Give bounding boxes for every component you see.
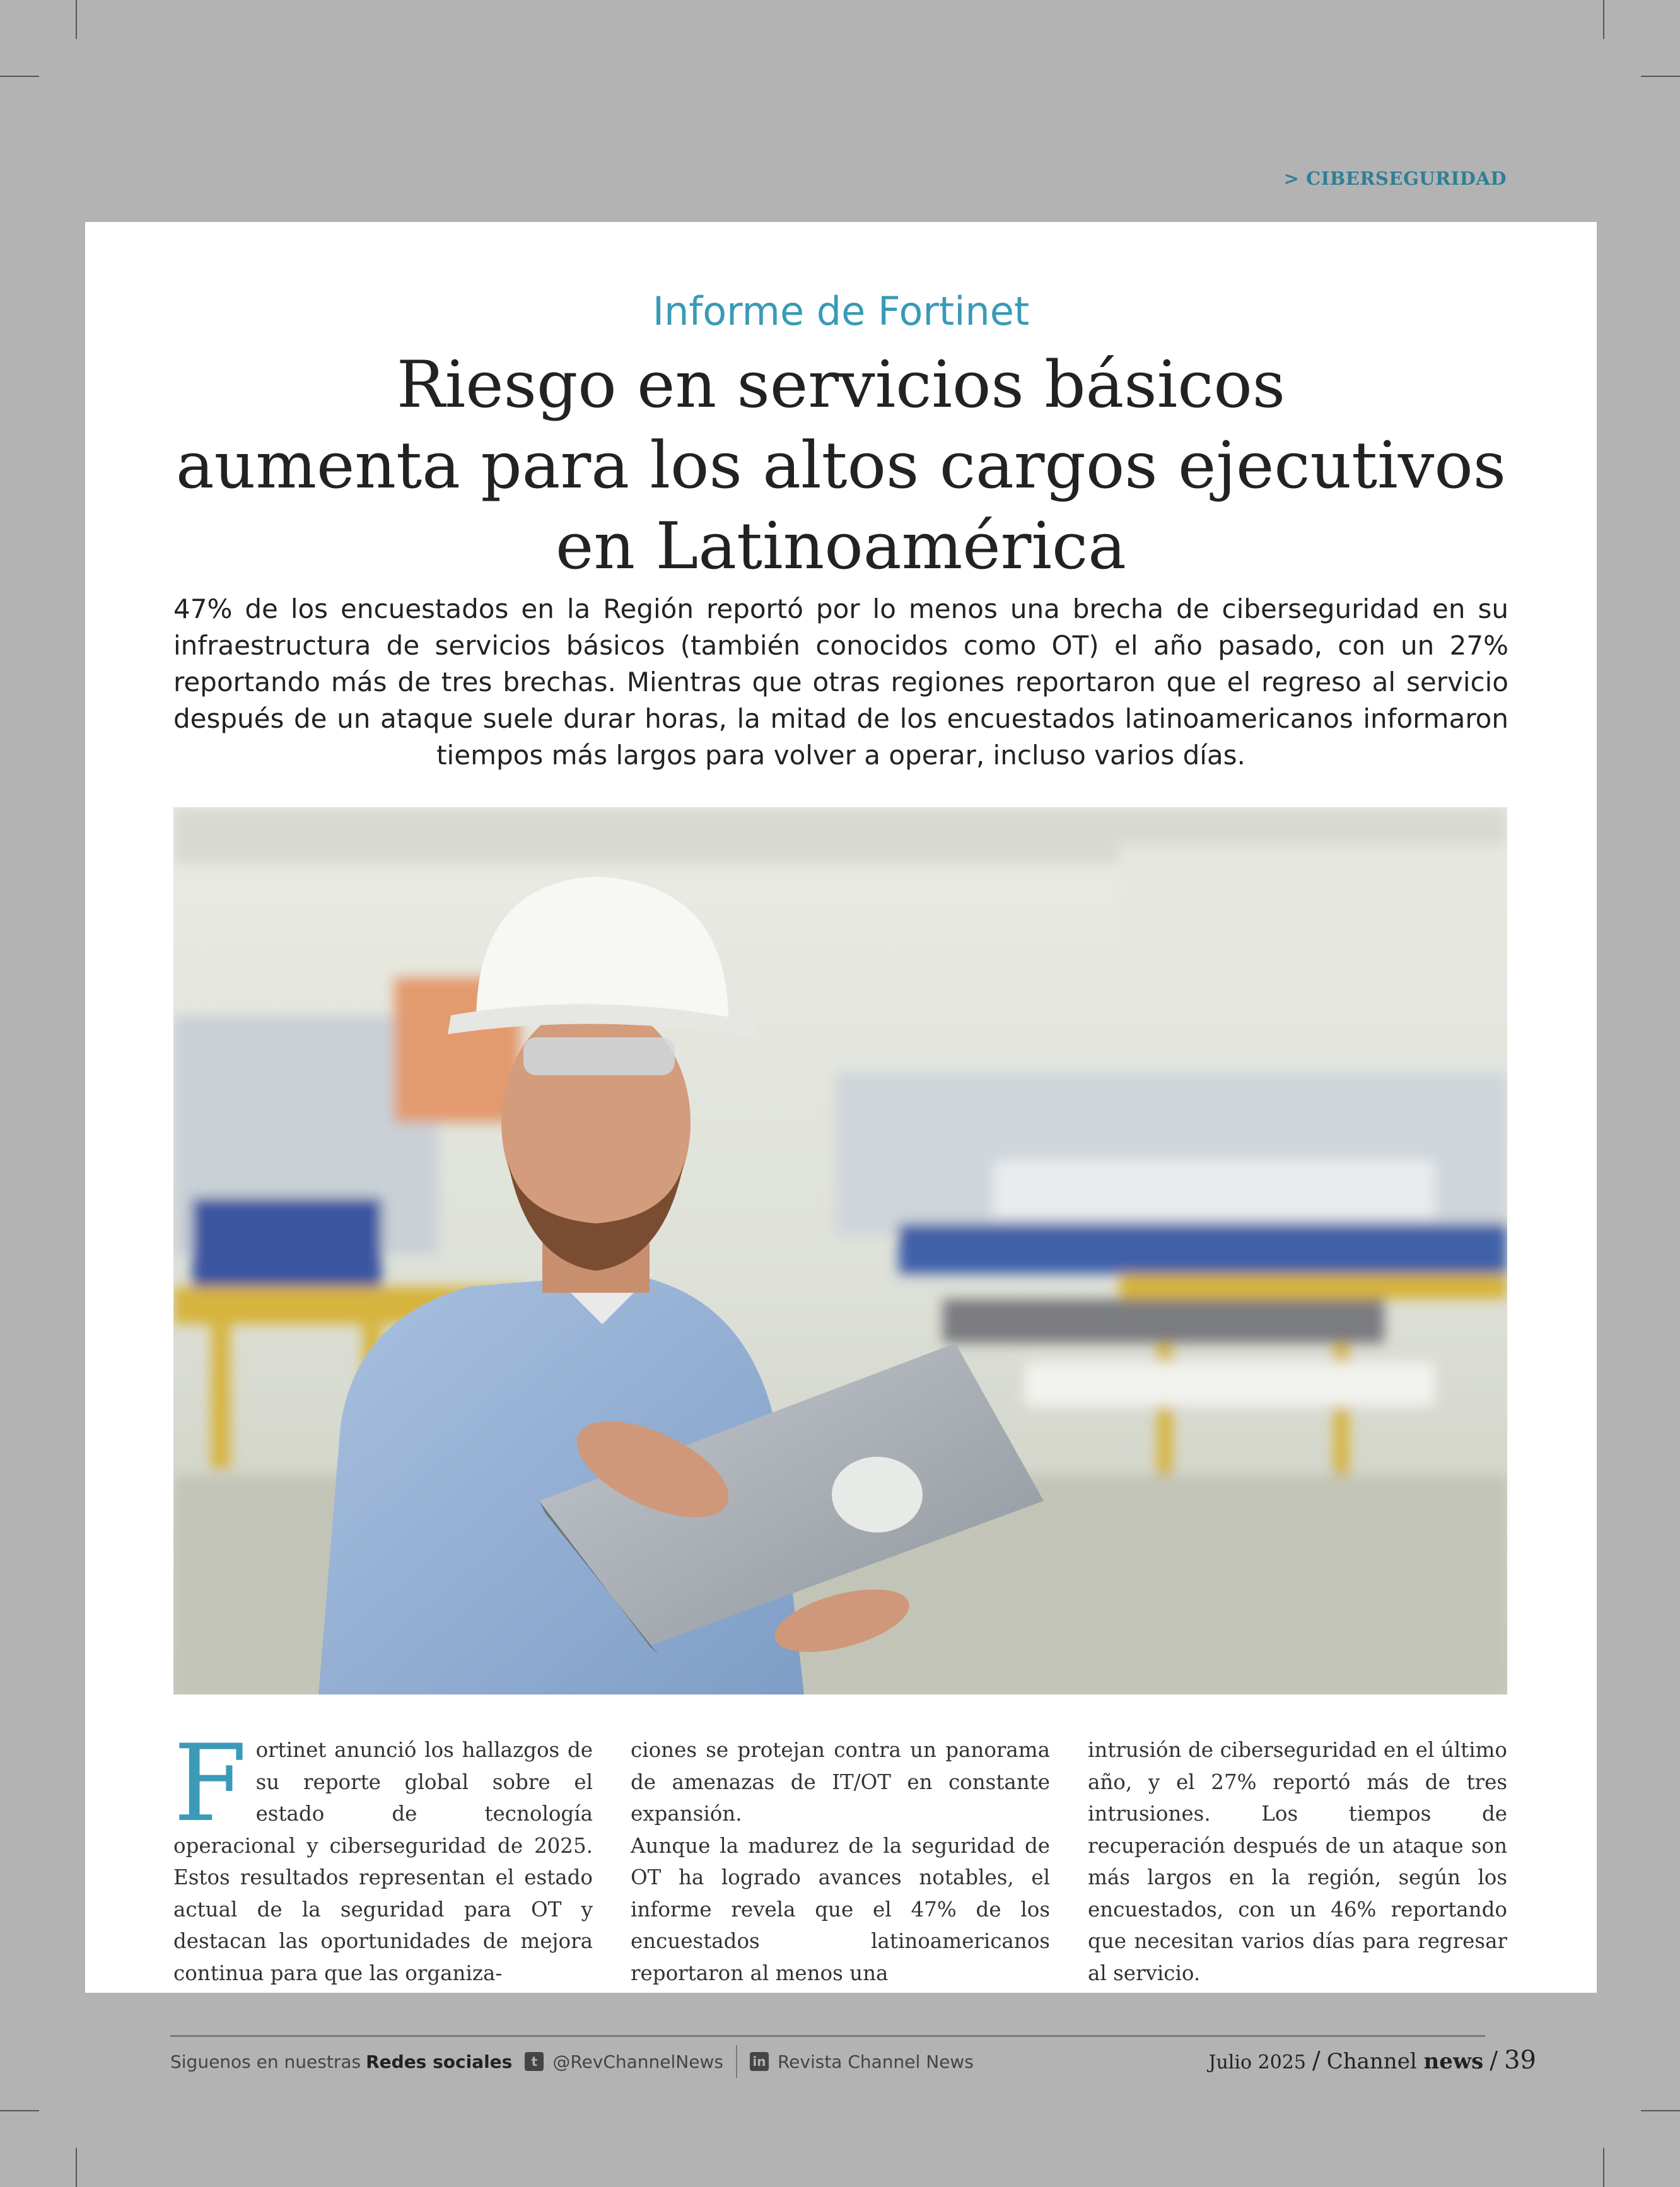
- article-deck: 47% de los encuestados en la Región reportó por lo menos una brecha de ciberseguridad en su infraestructura de servicios básicos (también conocidos como OT) el año pasado, con un 27% reportando más de tres brechas. Mientras que otras regiones reportaron que el regreso al servicio después de un ataque suele durar horas, la mitad de los encuestados latinoamericanos informaron tiempos más largos para volver a operar, incluso varios días.: [173, 593, 1508, 771]
- body-paragraph: Aunque la madurez de la seguridad de OT ha logrado avances notables, el informe revela que el 47% de los encuestados latinoamericanos reportaron al menos una: [631, 1833, 1050, 1985]
- issue-date: Julio 2025: [1208, 2051, 1306, 2073]
- crop-mark: [1641, 2110, 1680, 2111]
- drop-cap: F: [173, 1722, 247, 1845]
- article-headline: [148, 345, 1534, 587]
- linkedin-name[interactable]: Revista Channel News: [777, 2051, 974, 2072]
- article-kicker: Informe de Fortinet: [652, 288, 1030, 334]
- twitter-handle[interactable]: @RevChannelNews: [552, 2051, 723, 2072]
- folio-slash: /: [1490, 2046, 1498, 2074]
- footer-separator: [736, 2045, 737, 2078]
- section-label: > CIBERSEGURIDAD: [1283, 168, 1507, 189]
- body-paragraph: ciones se protejan contra un panorama de amenazas de IT/OT en constante expansión.: [631, 1738, 1050, 1826]
- article-body: [173, 1722, 1507, 1989]
- article-photo: [173, 807, 1507, 1694]
- social-links: [170, 2050, 974, 2073]
- magazine-name: [1327, 2049, 1484, 2074]
- crop-mark: [1603, 0, 1604, 39]
- headline-line-3: en Latinoamérica: [556, 509, 1126, 584]
- follow-strong: Redes sociales: [366, 2051, 513, 2072]
- folio-slash: /: [1312, 2046, 1321, 2074]
- brand-news: news: [1423, 2049, 1484, 2074]
- crop-mark: [0, 76, 39, 77]
- body-column-3: [1088, 1734, 1507, 1989]
- twitter-icon[interactable]: t: [525, 2052, 544, 2071]
- crop-mark: [1641, 76, 1680, 77]
- article-page: [85, 222, 1597, 1993]
- footer-folio: [1208, 2046, 1536, 2075]
- crop-mark: [0, 2110, 39, 2111]
- headline-line-2: aumenta para los altos cargos ejecutivos: [175, 428, 1507, 503]
- body-column-1: [173, 1722, 593, 1989]
- brand-channel: Channel: [1326, 2049, 1417, 2074]
- body-column-2: [631, 1734, 1050, 1989]
- linkedin-icon[interactable]: in: [750, 2052, 769, 2071]
- body-text: ortinet anunció los hallazgos de su reporte global sobre el estado de tecnología operacional y ciberseguridad de 2025. Estos resultados representan el estado actual de la seguridad para OT y destacan las oportunidades de mejora continua para que las organiza-: [173, 1738, 593, 1985]
- headline-line-1: Riesgo en servicios básicos: [396, 347, 1286, 423]
- body-paragraph: intrusión de ciberseguridad en el último año, y el 27% reportó más de tres intrusiones. Los tiempos de recuperación después de un ataque son más largos en la región, según los encuestados, con un 46% reportando que necesitan varios días para regresar al servicio.: [1088, 1738, 1507, 1985]
- engineer-with-laptop-illustration: [173, 807, 1507, 1694]
- crop-mark: [76, 2148, 77, 2187]
- follow-text: Siguenos en nuestras: [170, 2051, 361, 2072]
- crop-mark: [1603, 2148, 1604, 2187]
- crop-mark: [76, 0, 77, 39]
- page-number: 39: [1504, 2046, 1536, 2075]
- footer-divider: [170, 2035, 1485, 2037]
